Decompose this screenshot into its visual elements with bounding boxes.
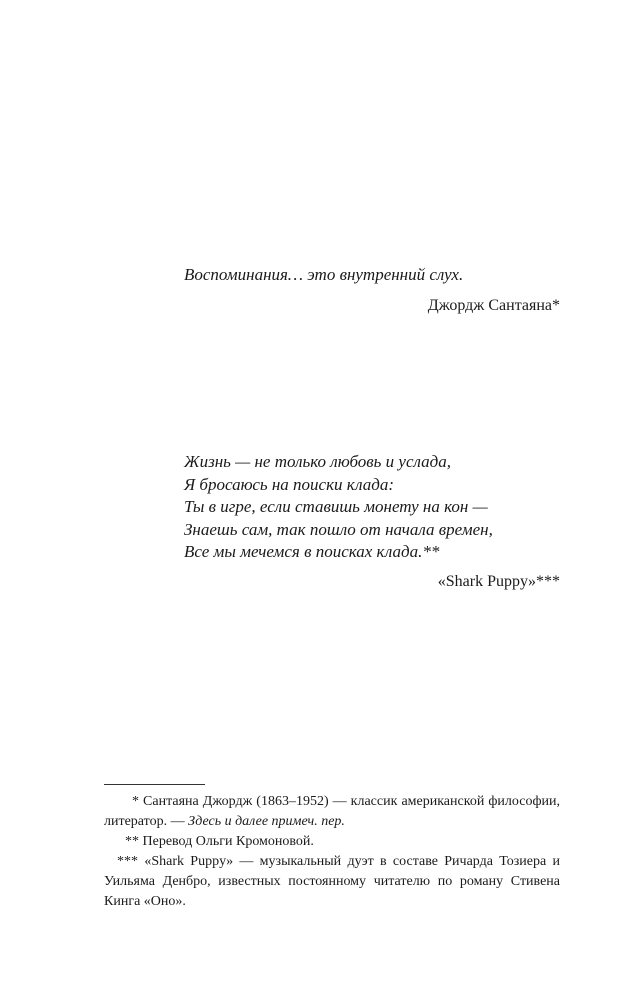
poem-line: Знаешь сам, так пошло от начала времен,	[184, 519, 493, 539]
epigraph-author: Джордж Сантаяна*	[427, 297, 560, 314]
footnote-marker: **	[125, 834, 143, 849]
poem-line: Я бросаюсь на поиски клада:	[184, 474, 394, 494]
epigraph-santayana	[184, 264, 560, 316]
footnote-text: «Shark Puppy» — музыкальный дуэт в составе Ричарда Тозиера и Уильяма Денбро, известных постоянному читателю по роману Стивена Кинга «Оно».	[104, 854, 560, 909]
footnote-1	[104, 792, 560, 832]
footnote-marker: *	[132, 794, 144, 809]
footnotes	[104, 792, 560, 912]
footnote-text: Перевод Ольги Кромоновой.	[142, 834, 314, 849]
poem-line: Все мы мечемся в поисках клада.**	[184, 542, 440, 561]
epigraph-quote: Воспоминания… это внутренний слух.	[184, 265, 464, 284]
footnote-note: Здесь и далее примеч. пер.	[188, 814, 345, 829]
poem-line: Ты в игре, если ставишь монету на кон —	[184, 497, 488, 516]
footnote-marker: ***	[117, 854, 145, 869]
poem-line: Жизнь — не только любовь и услада,	[184, 452, 451, 471]
footnote-divider	[104, 784, 205, 785]
footnote-text: Сантаяна Джордж (1863–1952) — классик американской философии, литератор. —	[104, 794, 561, 829]
footnote-3	[104, 852, 560, 912]
poem-author: «Shark Puppy»***	[437, 572, 560, 590]
poem-epigraph	[184, 451, 560, 592]
footnote-2	[104, 832, 560, 852]
